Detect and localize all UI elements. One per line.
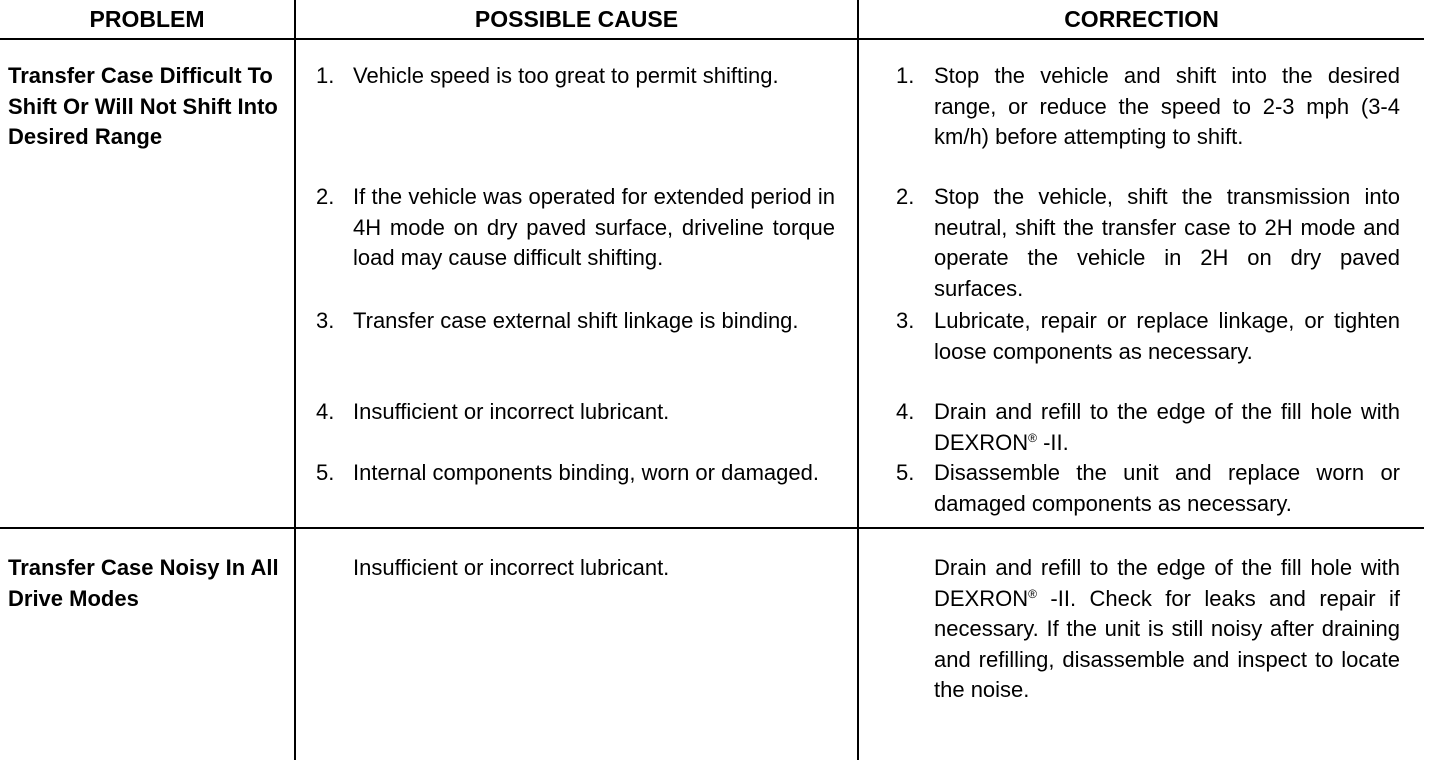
header-possible-cause: POSSIBLE CAUSE [474, 6, 679, 32]
correction-number: 1. [896, 63, 915, 88]
problem-difficult-to-shift: Transfer Case Difficult To Shift Or Will Not Shift Into Desired Range [8, 63, 278, 149]
correction-number: 3. [896, 308, 915, 333]
problem-noisy-all-modes: Transfer Case Noisy In All Drive Modes [8, 555, 279, 611]
cause-item: If the vehicle was operated for extended period in 4H mode on dry paved surface, driveline torque load may cause difficult shifting. [353, 184, 835, 270]
correction-text: Drain and refill to the edge of the fill hole with DEXRON [934, 399, 1400, 455]
cause-number: 4. [316, 399, 335, 424]
correction-item: Stop the vehicle, shift the transmission into neutral, shift the transfer case to 2H mode and operate the vehicle in 2H on dry paved surfaces. [934, 184, 1400, 301]
registered-mark: ® [1028, 430, 1037, 445]
cause-number: 2. [316, 184, 335, 209]
correction-item [934, 397, 1400, 458]
correction-item: Disassemble the unit and replace worn or damaged components as necessary. [934, 460, 1400, 516]
column-divider-left [294, 0, 296, 760]
header-underline [0, 38, 1424, 40]
correction-item: Lubricate, repair or replace linkage, or tighten loose components as necessary. [934, 308, 1400, 364]
correction-text: Drain and refill to the edge of the fill hole with DEXRON [934, 555, 1400, 611]
registered-mark: ® [1028, 586, 1037, 601]
correction-item: Stop the vehicle and shift into the desired range, or reduce the speed to 2-3 mph (3-4 km/h) before attempting to shift. [934, 63, 1400, 149]
cause-number: 1. [316, 63, 335, 88]
cause-item: Insufficient or incorrect lubricant. [353, 555, 670, 580]
header-problem: PROBLEM [89, 6, 205, 32]
cause-item: Vehicle speed is too great to permit shifting. [353, 63, 779, 88]
correction-number: 4. [896, 399, 915, 424]
cause-number: 3. [316, 308, 335, 333]
cause-item: Insufficient or incorrect lubricant. [353, 399, 670, 424]
cause-number: 5. [316, 460, 335, 485]
row-divider [0, 527, 1424, 529]
correction-text: -II. [1036, 429, 1069, 455]
column-divider-right [857, 0, 859, 760]
correction-number: 2. [896, 184, 915, 209]
correction-text: -II. Check for leaks and repair if necessary. If the unit is still noisy after draining and refilling, disassemble and inspect to locate the noise. [934, 585, 1400, 702]
correction-number: 5. [896, 460, 915, 485]
header-correction: CORRECTION [1064, 6, 1219, 32]
cause-item: Internal components binding, worn or damaged. [353, 460, 819, 485]
correction-item [934, 553, 1400, 706]
cause-item: Transfer case external shift linkage is binding. [353, 308, 799, 333]
